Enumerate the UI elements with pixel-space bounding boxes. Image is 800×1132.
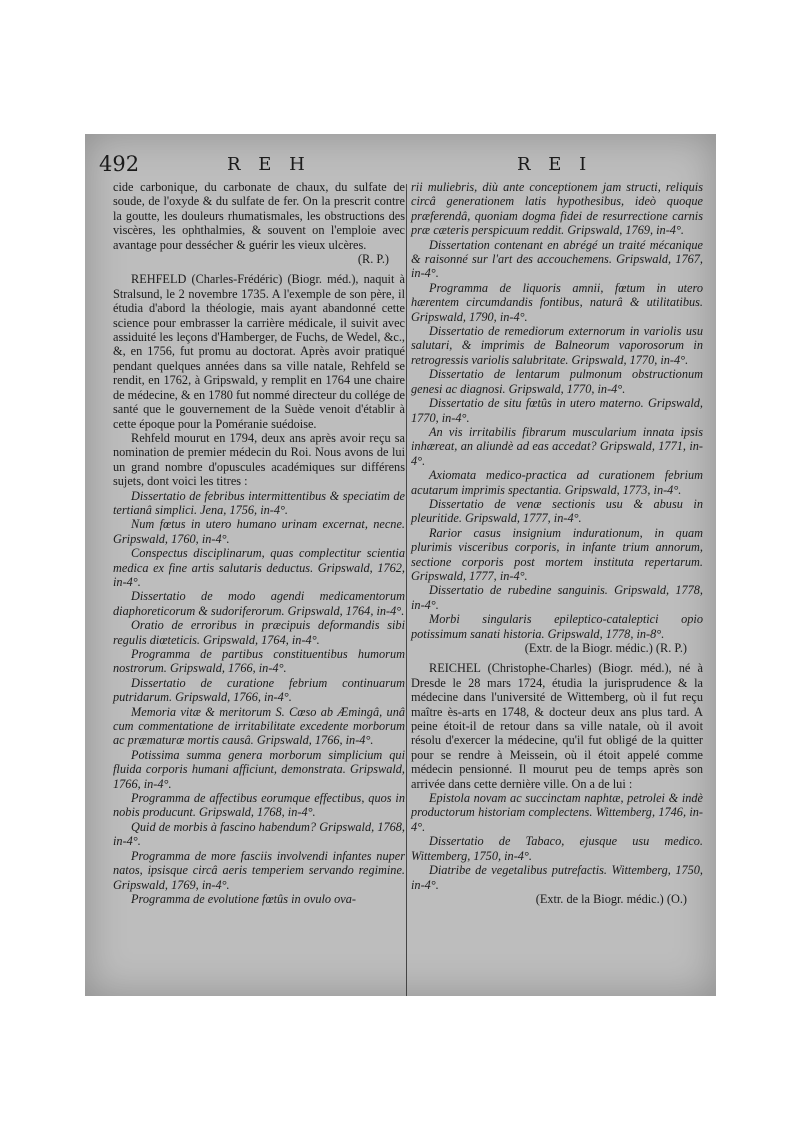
column-divider — [406, 184, 407, 996]
bibliography-item: Programma de evolutione fœtûs in ovulo ova- — [131, 891, 356, 906]
bibliography-item: An vis irritabilis fibrarum muscularium innata ipsis inhæreat, an aliundè ad eas accedat? Gripswald, 1771, in-4°. — [411, 424, 703, 468]
bibliography-item: Dissertatio de lentarum pulmonum obstructionum genesi ac diagnosi. Gripswald, 1770, in-4°. — [411, 367, 703, 396]
bibliography-item: Oratio de erroribus in præcipuis deformandis sibi regulis diœteticis. Gripswald, 1764, in-4°. — [113, 618, 405, 647]
bibliography-item: Dissertatio de venæ sectionis usu & abusu in pleuritide. Gripswald, 1777, in-4°. — [411, 496, 703, 526]
bibliography-item: Potissima summa genera morborum simplicium qui fluida corporis humani afficiunt, demonstrata. Gripswald, 1766, in-4°. — [113, 747, 405, 791]
bibliography-item: Programma de affectibus eorumque effectibus, quos in nobis producunt. Gripswald, 1768, in-4°. — [113, 791, 405, 820]
bibliography-item: Num fœtus in utero humano urinam excernat, necne. Gripswald, 1760, in-4°. — [113, 517, 405, 546]
right-column — [411, 180, 703, 906]
entry-reichel: REICHEL (Christophe-Charles) (Biogr. méd.), né à Dresde le 28 mars 1724, étudia la jurisprudence & la médecine dans l'université de Wittemberg, où il fut reçu maître ès-arts en 1748, & docteur deux ans plus tard. A peine étoit-il de retour dans sa ville natale, où il avoit résolu d'exercer la médecine, qu'il fut obligé de la quitter pour se rendre à Meissein, où il étoit appelé comme médecin pensionné. Il mourut peu de temps après son arrivée dans cette dernière ville. On a de lui : — [411, 661, 703, 791]
scanned-page — [85, 134, 716, 996]
bibliography-item: Dissertation contenant en abrégé un traité mécanique & raisonné sur l'art des accouchemens. Gripswald, 1767, in-4°. — [411, 237, 703, 281]
bibliography-item: Dissertatio de situ fœtûs in utero materno. Gripswald, 1770, in-4°. — [411, 396, 703, 425]
bibliography-item: Dissertatio de modo agendi medicamentorum diaphoreticorum & sudoriferorum. Gripswald, 1764, in-4°. — [113, 589, 405, 618]
bibliography-item: Dissertatio de remediorum externorum in variolis usu salutari, & imprimis de Balneorum vaporosorum in retrogressis variolis salubritate. Gripswald, 1770, in-4°. — [411, 324, 703, 367]
page-number: 492 — [99, 152, 140, 176]
bibliography-item: Dissertatio de Tabaco, ejusque usu medico. Wittemberg, 1750, in-4°. — [411, 834, 703, 863]
left-column — [113, 180, 405, 906]
signature: (Extr. de la Biogr. médic.) (R. P.) — [524, 641, 687, 655]
bibliography-item: Conspectus disciplinarum, quas complectitur scientia medica ex fine artis salutaris deductus. Gripswald, 1762, in-4°. — [113, 546, 405, 589]
bibliography-item: Quid de morbis à fascino habendum? Gripswald, 1768, in-4°. — [113, 819, 405, 849]
bibliography-item: Rarior casus insignium indurationum, in quam plurimis visceribus corporis, in infante trium annorum, sectione corporis post mortem instituta repertarum. Gripswald, 1777, in-4°. — [411, 525, 703, 583]
signature: (R. P.) — [357, 252, 389, 267]
bibliography-item: Dissertatio de curatione febrium continuarum putridarum. Gripswald, 1766, in-4°. — [113, 675, 405, 705]
bibliography-item: Axiomata medico-practica ad curationem febrium acutarum imprimis spectantia. Gripswald, 1773, in-4°. — [411, 468, 703, 497]
running-head-left: R E H — [227, 154, 311, 175]
bibliography-item: Dissertatio de febribus intermittentibus & speciatim de tertianâ simplici. Jena, 1756, in-4°. — [113, 488, 405, 517]
bibliography-item: Programma de more fasciis involvendi infantes nuper natos, ipsisque circâ aeris temperiem servando regimine. Gripswald, 1769, in-4°. — [113, 848, 405, 892]
bibliography-item: rii muliebris, diù ante conceptionem jam structi, reliquis circâ generationem latis hypothesibus, ideò quoque præferendâ, quoniam dogma fidei de resurrectione carnis præ cæteris perspicuum reddit. Gripswald, 1769, in-4°. — [411, 180, 703, 238]
bibliography-item: Memoria vitæ & meritorum S. Cœso ab Æmingâ, unâ cum commentatione de irritabilitate excedente morborum ac præmaturæ mortis causâ. Gripswald, 1766, in-4°. — [113, 704, 405, 748]
paragraph: Rehfeld mourut en 1794, deux ans après avoir reçu sa nomination de premier médecin du Roi. Nous avons de lui un grand nombre d'opuscules académiques sur différens sujets, dont voici les titres : — [113, 430, 405, 489]
bibliography-item: Epistola novam ac succinctam naphtæ, petrolei & indè productorum historiam complectens. Wittemberg, 1746, in-4°. — [411, 791, 703, 834]
running-head-right: R E I — [517, 154, 593, 175]
signature: (Extr. de la Biogr. médic.) (O.) — [535, 891, 687, 906]
bibliography-item: Morbi singularis epileptico-cataleptici opio potissimum sanati historia. Gripswald, 1778, in-8°. — [411, 612, 703, 641]
entry-rehfeld: REHFELD (Charles-Frédéric) (Biogr. méd.), naquit à Stralsund, le 2 novembre 1735. A l'exemple de son père, il étudia d'abord la théologie, mais ayant abandonné cette science pour embrasser la carrière médicale, il suivit avec assiduité les leçons d'Hamberger, de Fuchs, de Wedel, &c., &, en 1756, fut promu au doctorat. Après avoir pratiqué pendant quelques années dans sa ville natale, Rehfeld se rendit, en 1762, à Gripswald, y remplit en 1764 une chaire de médecine, & en 1780 fut nommé directeur du collége de santé que le gouvernement de la Suède venoit d'établir à cette époque pour la Poméranie suédoise. — [113, 272, 405, 431]
bibliography-item: Programma de liquoris amnii, fœtum in utero hærentem circumdandis fontibus, naturâ & utilitatibus. Gripswald, 1790, in-4°. — [411, 280, 703, 324]
bibliography-item: Programma de partibus constituentibus humorum nostrorum. Gripswald, 1766, in-4°. — [113, 647, 405, 676]
bibliography-item: Diatribe de vegetalibus putrefactis. Wittemberg, 1750, in-4°. — [411, 863, 703, 892]
bibliography-item: Dissertatio de rubedine sanguinis. Gripswald, 1778, in-4°. — [411, 583, 703, 612]
paragraph: cide carbonique, du carbonate de chaux, du sulfate de soude, de l'oxyde & du sulfate de fer. On la prescrit contre la goutte, les douleurs rhumatismales, les obstructions des viscères, les ophthalmies, & souvent on l'emploie avec avantage pour dessécher & guérir les vieux ulcères. — [113, 180, 405, 252]
